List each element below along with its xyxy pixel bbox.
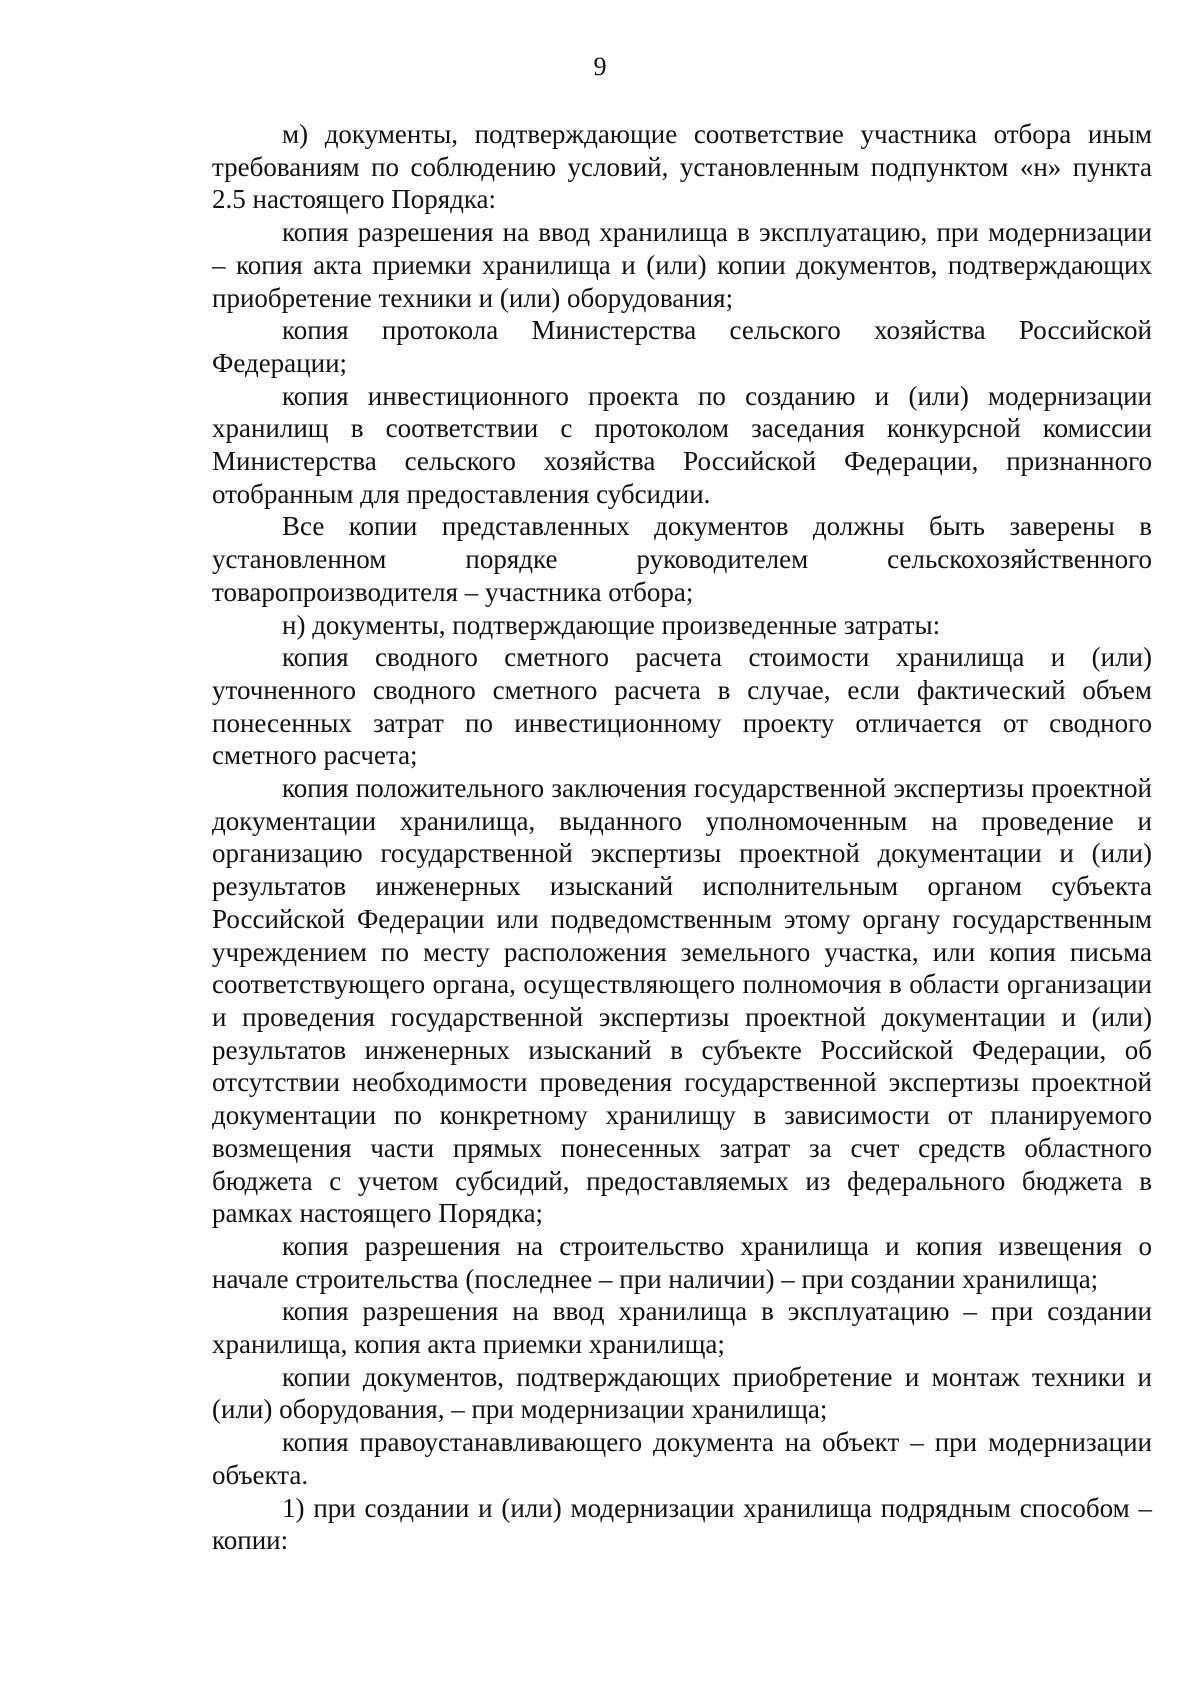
paragraph-estimate-copy: копия сводного сметного расчета стоимости хранилища и (или) уточненного сводного сметного расчета в случае, если фактический объем понесенных затрат по инвестиционному проекту отличается от сводного сметного расчета;	[212, 642, 1152, 771]
paragraph-commissioning-permit-copy: копия разрешения на ввод хранилища в эксплуатацию, при модернизации – копия акта приемки хранилища и (или) копии документов, подтверждающих приобретение техники и (или) оборудования;	[212, 217, 1152, 313]
paragraph-subitem-1: 1) при создании и (или) модернизации хранилища подрядным способом – копии:	[212, 1492, 1152, 1556]
paragraph-investment-project-copy: копия инвестиционного проекта по созданию и (или) модернизации хранилищ в соответствии с протоколом заседания конкурсной комиссии Министерства сельского хозяйства Российской Федерации, признанного отобранным для предоставления субсидии.	[212, 380, 1152, 509]
paragraph-certification-requirement: Все копии представленных документов должны быть заверены в установленном порядке руководителем сельскохозяйственного товаропроизводителя – участника отбора;	[212, 511, 1152, 607]
paragraph-title-document-copy: копия правоустанавливающего документа на объект – при модернизации объекта.	[212, 1427, 1152, 1490]
paragraph-commissioning-permit-creation: копия разрешения на ввод хранилища в эксплуатацию – при создании хранилища, копия акта приемки хранилища;	[212, 1296, 1152, 1360]
paragraph-item-n: н) документы, подтверждающие произведенные затраты:	[282, 609, 941, 640]
paragraph-equipment-documents: копии документов, подтверждающих приобретение и монтаж техники и (или) оборудования, – при модернизации хранилища;	[212, 1361, 1152, 1425]
document-body	[212, 118, 1152, 1557]
paragraph-expertise-conclusion-copy: копия положительного заключения государственной экспертизы проектной документации хранилища, выданного уполномоченным на проведение и организацию государственной экспертизы проектной документации и (или) результатов инженерных изысканий исполнительным органом субъекта Российской Федерации или подведомственным этому органу государственным учреждением по месту расположения земельного участка, или копия письма соответствующего органа, осуществляющего полномочия в области организации и проведения государственной экспертизы проектной документации и (или) результатов инженерных изысканий в субъекте Российской Федерации, об отсутствии необходимости проведения государственной экспертизы проектной документации по конкретному хранилищу в зависимости от планируемого возмещения части прямых понесенных затрат за счет средств областного бюджета с учетом субсидий, предоставляемых из федерального бюджета в рамках настоящего Порядка;	[212, 773, 1152, 1229]
paragraph-item-m: м) документы, подтверждающие соответствие участника отбора иным требованиям по соблюдению условий, установленным подпунктом «н» пункта 2.5 настоящего Порядка:	[212, 119, 1152, 215]
page-number: 9	[593, 52, 607, 81]
paragraph-construction-permit-copy: копия разрешения на строительство хранилища и копия извещения о начале строительства (последнее – при наличии) – при создании хранилища;	[212, 1230, 1152, 1294]
paragraph-ministry-protocol-copy: копия протокола Министерства сельского хозяйства Российской Федерации;	[212, 315, 1152, 378]
